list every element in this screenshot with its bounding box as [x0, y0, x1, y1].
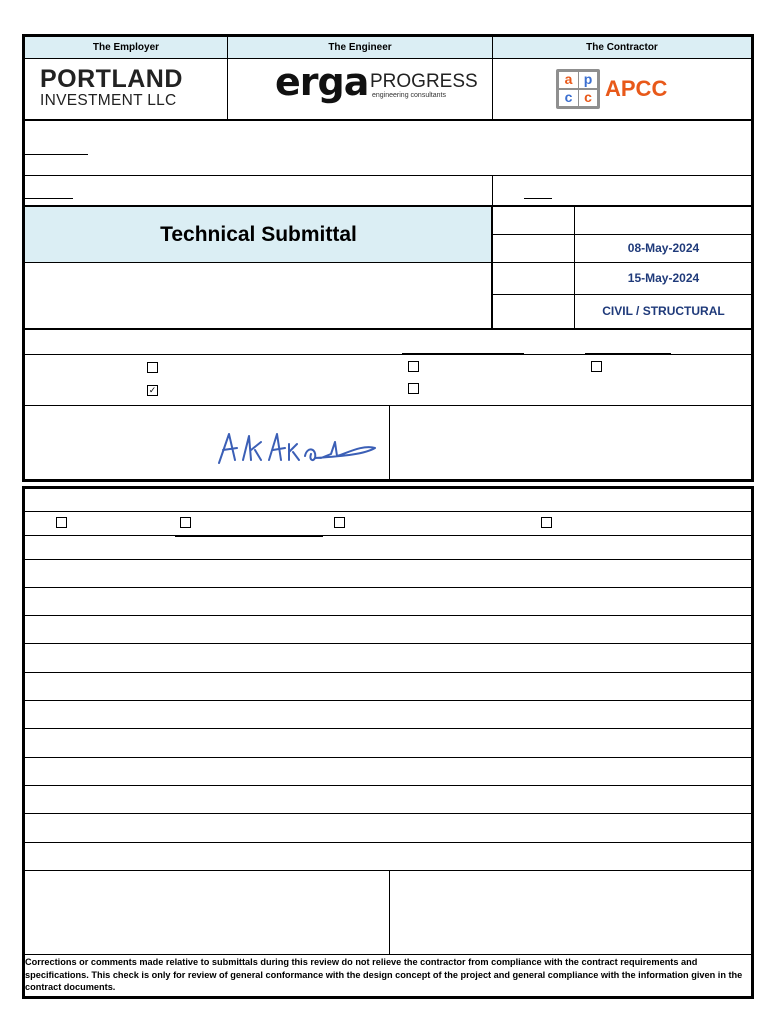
apcc-logo-text: APCC: [605, 76, 668, 101]
erga-progress-logo: [275, 60, 478, 112]
page-title: Technical Submittal: [160, 222, 357, 246]
contractor-header: The Contractor: [493, 37, 751, 58]
portland-logo: [40, 66, 210, 112]
apcc-tile-c1: c: [559, 90, 578, 106]
type-checkbox-2[interactable]: ✓: [148, 385, 157, 395]
erga-logo-subtitle: engineering consultants: [372, 92, 446, 99]
erga-logo-progress: PROGRESS: [370, 71, 478, 92]
apcc-logo: [556, 69, 686, 109]
review-checkbox-2[interactable]: [180, 517, 191, 528]
signature-image: [195, 420, 385, 470]
title-cell: [25, 207, 492, 262]
type-checkbox-5[interactable]: [591, 361, 602, 372]
disclaimer-text: Corrections or comments made relative to submittals during this review do not relieve the contractor from compliance with the contract requirements and specifications. This check is only for review of general conformance with the design concept of the project and general compliance with the information given in the contract documents.: [25, 957, 743, 993]
review-form-lower: [22, 486, 754, 999]
submission-date-value: 08-May-2024: [627, 241, 700, 255]
type-checkbox-1[interactable]: [147, 362, 158, 373]
review-checkbox-1[interactable]: [56, 517, 67, 528]
review-checkbox-3[interactable]: [334, 517, 345, 528]
type-checkbox-4[interactable]: [408, 383, 419, 394]
portland-logo-subtext: INVESTMENT LLC: [40, 92, 177, 109]
apcc-tile-p: p: [579, 72, 597, 88]
apcc-tile-c2: c: [579, 90, 597, 106]
engineer-header: The Engineer: [228, 37, 492, 58]
type-checkbox-3[interactable]: [408, 361, 419, 372]
apcc-tile-a: a: [559, 72, 578, 88]
required-date-value: 15-May-2024: [627, 271, 700, 285]
contractor-signature: [195, 420, 385, 470]
review-checkbox-4[interactable]: [541, 517, 552, 528]
erga-logo-word: erga: [275, 60, 369, 104]
employer-header: The Employer: [25, 37, 227, 58]
portland-logo-text: PORTLAND: [40, 65, 183, 93]
apcc-tile-icon: [556, 69, 600, 109]
discipline-value: CIVIL / STRUCTURAL: [602, 304, 725, 318]
